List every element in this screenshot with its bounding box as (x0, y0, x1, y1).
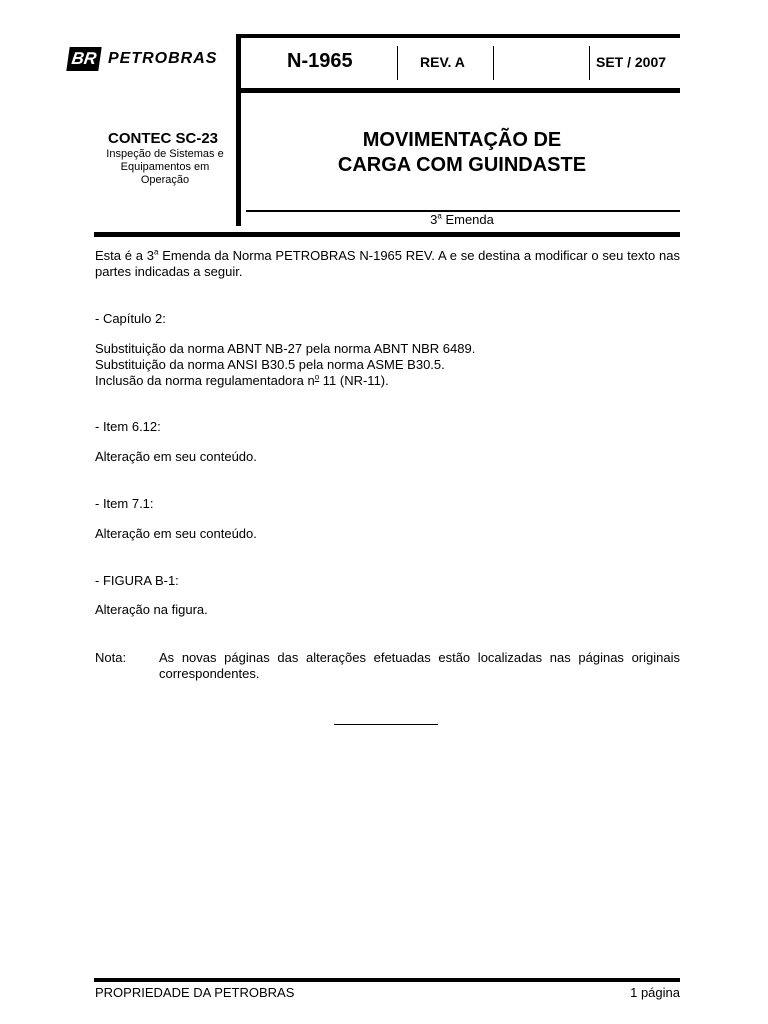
chapter2-line-3 (95, 373, 680, 389)
header-top-rule (236, 34, 680, 38)
title-line-2: CARGA COM GUINDASTE (337, 154, 587, 176)
amendment-label (246, 212, 678, 227)
norm-code: N-1965 (287, 50, 353, 72)
intro-sup: a (154, 247, 159, 257)
brand-name: PETROBRAS (108, 50, 218, 67)
header-divider-1 (397, 46, 398, 80)
header-bottom-rule (94, 232, 680, 237)
chapter2-line-3-sup: o (314, 372, 320, 382)
amendment-word: Emenda (445, 212, 494, 227)
header-divider-2 (493, 46, 494, 80)
figura-text: Alteração na figura. (95, 602, 208, 617)
title-line-1: MOVIMENTAÇÃO DE (362, 129, 562, 151)
header-mid-rule (236, 88, 680, 93)
footer-rule (94, 978, 680, 982)
note-label: Nota: (95, 650, 127, 665)
footer-property: PROPRIEDADE DA PETROBRAS (95, 985, 295, 1000)
issue-date: SET / 2007 (596, 54, 667, 70)
item-71-heading: - Item 7.1: (95, 496, 154, 511)
br-logo-icon: BR (66, 47, 101, 71)
intro-paragraph (95, 248, 680, 280)
committee-subtitle: Inspeção de Sistemas e Equipamentos em Operação (106, 148, 224, 186)
revision: REV. A (420, 54, 465, 70)
chapter2-line-2: Substituição da norma ANSI B30.5 pela norma ASME B30.5. (95, 357, 445, 372)
item-71-text: Alteração em seu conteúdo. (95, 526, 257, 541)
end-of-text-line (334, 724, 438, 725)
amendment-ordinal: a (437, 211, 442, 221)
document-title (246, 128, 678, 178)
committee-title: CONTEC SC-23 (107, 130, 219, 147)
footer-page-count: 1 página (630, 985, 680, 1000)
note-text: As novas páginas das alterações efetuadas estão localizadas nas páginas originais correspondentes. (159, 650, 680, 681)
item-612-text: Alteração em seu conteúdo. (95, 449, 257, 464)
intro-pre: Esta é a 3 (95, 248, 155, 263)
chapter2-heading: - Capítulo 2: (95, 311, 166, 326)
petrobras-logo (68, 46, 217, 72)
intro-post: Emenda da Norma PETROBRAS N-1965 REV. A e se destina a modificar o seu texto nas partes indicadas a seguir. (95, 248, 681, 279)
chapter2-line-1: Substituição da norma ABNT NB-27 pela norma ABNT NBR 6489. (95, 341, 476, 356)
figura-heading: - FIGURA B-1: (95, 573, 179, 588)
item-612-heading: - Item 6.12: (95, 419, 161, 434)
chapter2-line-3-post: 11 (NR-11). (319, 373, 389, 388)
amendment-number: 3 (430, 212, 438, 227)
header-divider-3 (589, 46, 590, 80)
chapter2-line-3-pre: Inclusão da norma regulamentadora n (95, 373, 315, 388)
